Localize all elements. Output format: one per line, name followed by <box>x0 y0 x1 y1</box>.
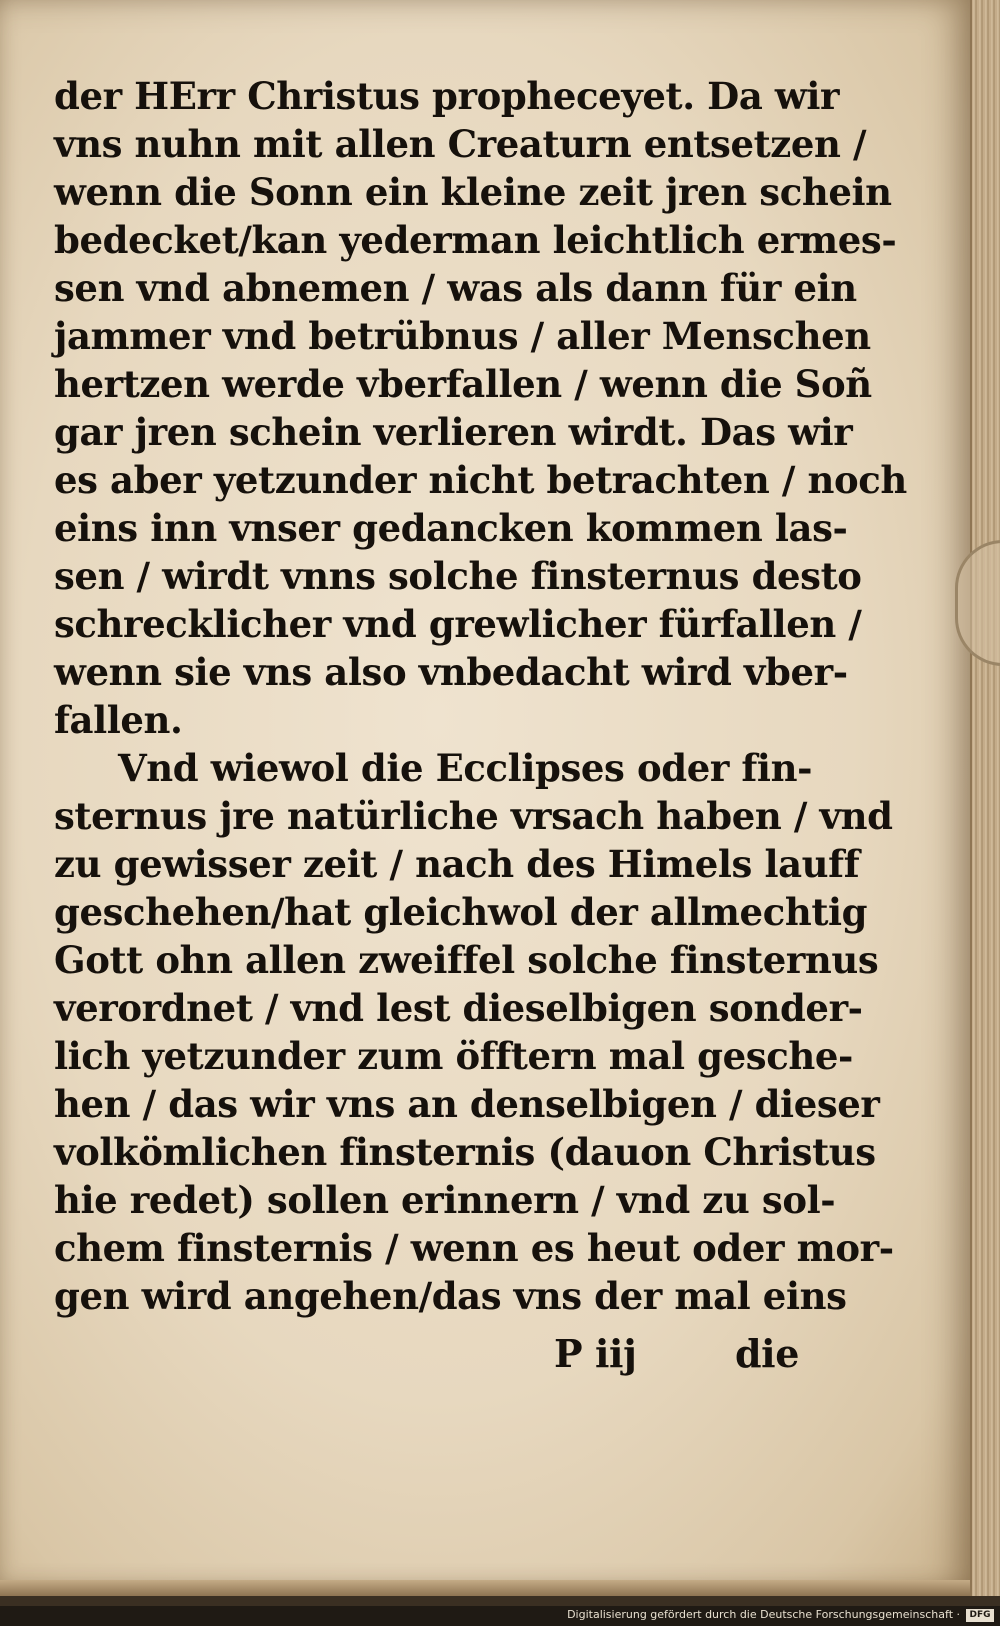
text-line: schrecklicher vnd grewlicher fürfallen / <box>54 602 862 646</box>
digitization-credit-bar <box>0 1606 1000 1626</box>
text-line: bedecket/kan yederman leichtlich ermes- <box>54 218 897 262</box>
text-line: gar jren schein verlieren wirdt. Das wir <box>54 410 853 454</box>
text-line: Gott ohn allen zweiffel solche finsternus <box>54 938 879 982</box>
text-line: sen vnd abnemen / was als dann für ein <box>54 266 857 310</box>
text-line: volkömlichen finsternis (dauon Christus <box>54 1130 876 1174</box>
page-bottom-edge <box>0 1580 972 1596</box>
text-line: der HErr Christus propheceyet. Da wir <box>54 74 840 118</box>
signature-mark: P iij <box>554 1331 637 1376</box>
text-line: vns nuhn mit allen Creaturn entsetzen / <box>54 122 867 166</box>
text-line: lich yetzunder zum öfftern mal gesche- <box>54 1034 853 1078</box>
text-line: sternus jre natürliche vrsach haben / vnd <box>54 794 893 838</box>
text-line: zu gewisser zeit / nach des Himels lauff <box>54 842 860 886</box>
page-text <box>54 72 907 1382</box>
text-line: gen wird angehen/das vns der mal eins <box>54 1274 847 1318</box>
text-line: hie redet) sollen erinnern / vnd zu sol- <box>54 1178 836 1222</box>
text-line: wenn die Sonn ein kleine zeit jren schein <box>54 170 892 214</box>
credit-text: Digitalisierung gefördert durch die Deutsche Forschungsgemeinschaft · <box>567 1608 960 1621</box>
text-line: hertzen werde vberfallen / wenn die Soñ <box>54 362 872 406</box>
text-line: verordnet / vnd lest dieselbigen sonder- <box>54 986 863 1030</box>
text-line: chem finsternis / wenn es heut oder mor- <box>54 1226 894 1270</box>
page-footer <box>54 1326 799 1382</box>
text-line: sen / wirdt vnns solche finsternus desto <box>54 554 862 598</box>
text-line: Vnd wiewol die Ecclipses oder fin- <box>118 746 813 790</box>
text-line: geschehen/hat gleichwol der allmechtig <box>54 890 868 934</box>
book-fore-edge <box>970 0 1000 1596</box>
text-line: wenn sie vns also vnbedacht wird vber- <box>54 650 848 694</box>
text-line: jammer vnd betrübnus / aller Menschen <box>54 314 871 358</box>
text-line: hen / das wir vns an denselbigen / dieser <box>54 1082 880 1126</box>
text-line: eins inn vnser gedancken kommen las- <box>54 506 848 550</box>
catchword: die <box>735 1331 799 1376</box>
dfg-logo: DFG <box>966 1609 994 1622</box>
text-line: fallen. <box>54 698 183 742</box>
text-line: es aber yetzunder nicht betrachten / noch <box>54 458 907 502</box>
